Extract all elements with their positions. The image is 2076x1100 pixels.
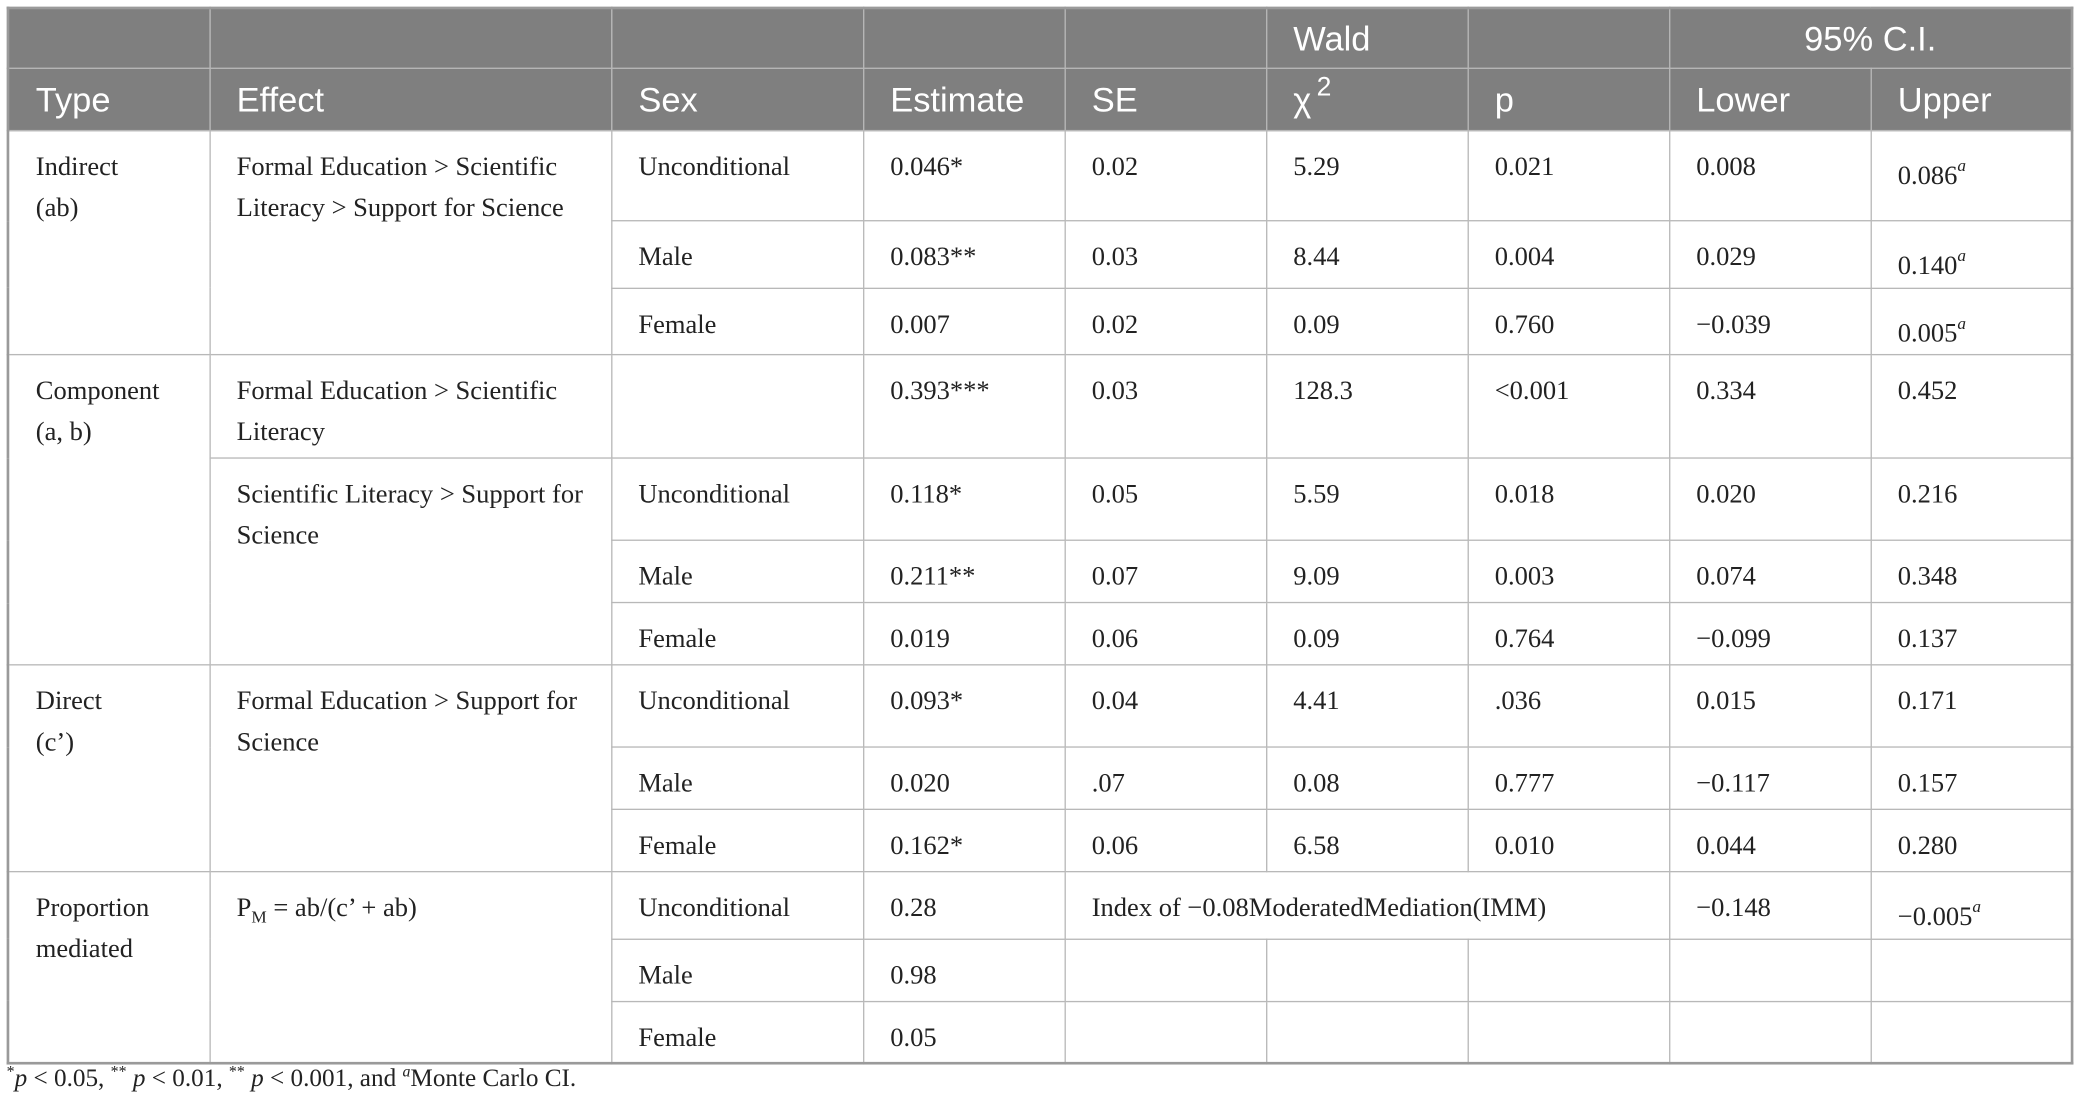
p-cell: 0.018 xyxy=(1468,458,1670,540)
se-cell: 0.05 xyxy=(1065,458,1267,540)
header-p: p xyxy=(1468,68,1670,130)
estimate-cell: 0.093* xyxy=(863,665,1065,747)
header-sex: Sex xyxy=(611,68,863,130)
upper-cell: 0.005$^a$ xyxy=(1871,288,2073,355)
sex-cell: Male xyxy=(611,747,863,809)
sex-cell: Male xyxy=(611,939,863,1001)
sex-cell: Male xyxy=(611,221,863,288)
estimate-cell: 0.211** xyxy=(863,541,1065,603)
lower-cell: 0.334 xyxy=(1669,355,1871,458)
monte-carlo-marker: a xyxy=(1957,155,1967,175)
header-effect: Effect xyxy=(209,68,611,130)
effect-cell-component-b: Scientific Literacy > Support for Science xyxy=(209,458,611,665)
se-cell: 0.07 xyxy=(1065,541,1267,603)
table-row xyxy=(8,458,2072,540)
header-ci: 95% C.I. xyxy=(1669,8,2072,68)
upper-cell: 0.216 xyxy=(1871,458,2073,540)
chi2-cell: 0.09 xyxy=(1266,603,1468,665)
lower-cell: −0.117 xyxy=(1669,747,1871,809)
table-row xyxy=(8,355,2072,458)
header-type: Type xyxy=(8,68,210,130)
effect-cell-component-a: Formal Education > Scientific Literacy xyxy=(209,355,611,458)
header-chi-square xyxy=(1266,68,1468,130)
estimate-cell: 0.98 xyxy=(863,939,1065,1001)
chi2-cell: 4.41 xyxy=(1266,665,1468,747)
se-cell: 0.02 xyxy=(1065,131,1267,221)
chi-superscript: 2 xyxy=(1316,72,1332,102)
lower-cell: 0.015 xyxy=(1669,665,1871,747)
sex-cell: Female xyxy=(611,603,863,665)
p-cell: 0.021 xyxy=(1468,131,1670,221)
upper-cell: 0.157 xyxy=(1871,747,2073,809)
se-cell: 0.03 xyxy=(1065,355,1267,458)
upper-cell: 0.137 xyxy=(1871,603,2073,665)
header-upper: Upper xyxy=(1871,68,2073,130)
monte-carlo-marker: a xyxy=(1957,312,1967,333)
chi2-cell: 5.59 xyxy=(1266,458,1468,540)
estimate-cell: 0.118* xyxy=(863,458,1065,540)
sex-cell: Unconditional xyxy=(611,458,863,540)
lower-cell: 0.044 xyxy=(1669,810,1871,872)
header-row-2 xyxy=(8,68,2072,130)
upper-cell: 0.086$^a$ xyxy=(1871,131,2073,221)
se-cell: .07 xyxy=(1065,747,1267,809)
chi2-cell: 9.09 xyxy=(1266,541,1468,603)
upper-cell: −0.005$^a$ xyxy=(1871,872,2073,939)
table-footnote: *p < 0.05, ** p < 0.01, ** p < 0.001, and $^a$Monte Carlo CI. xyxy=(6,1061,577,1093)
header-se: SE xyxy=(1065,68,1267,130)
p-cell: 0.010 xyxy=(1468,810,1670,872)
p-cell: 0.004 xyxy=(1468,221,1670,288)
table-row xyxy=(8,131,2072,221)
chi-symbol: χ xyxy=(1293,78,1312,119)
se-cell: 0.04 xyxy=(1065,665,1267,747)
estimate-cell: 0.28 xyxy=(863,872,1065,939)
chi2-cell: 6.58 xyxy=(1266,810,1468,872)
type-cell-component: Component (a, b) xyxy=(8,355,210,665)
lower-cell: 0.074 xyxy=(1669,541,1871,603)
lower-cell: 0.008 xyxy=(1669,131,1871,221)
p-cell: .036 xyxy=(1468,665,1670,747)
estimate-cell: 0.046* xyxy=(863,131,1065,221)
upper-cell: 0.348 xyxy=(1871,541,2073,603)
upper-cell: 0.280 xyxy=(1871,810,2073,872)
header-row-1 xyxy=(8,8,2072,68)
upper-cell: 0.452 xyxy=(1871,355,2073,458)
lower-cell: −0.039 xyxy=(1669,288,1871,355)
imm-cell: Index of −0.08ModeratedMediation(IMM) xyxy=(1065,872,1670,939)
upper-cell: 0.140$^a$ xyxy=(1871,221,2073,288)
estimate-cell: 0.007 xyxy=(863,288,1065,355)
type-cell-indirect: Indirect (ab) xyxy=(8,131,210,355)
header-wald: Wald xyxy=(1266,8,1468,68)
estimate-cell: 0.019 xyxy=(863,603,1065,665)
type-cell-direct: Direct (c’) xyxy=(8,665,210,872)
sex-cell: Unconditional xyxy=(611,131,863,221)
monte-carlo-marker: a xyxy=(1972,896,1981,917)
se-cell: 0.06 xyxy=(1065,810,1267,872)
type-cell-proportion: Proportion mediated xyxy=(8,872,210,1064)
header-lower: Lower xyxy=(1669,68,1871,130)
upper-cell: 0.171 xyxy=(1871,665,2073,747)
sex-cell: Unconditional xyxy=(611,872,863,939)
sex-cell: Female xyxy=(611,1002,863,1064)
p-cell: 0.760 xyxy=(1468,288,1670,355)
sex-cell: Unconditional xyxy=(611,665,863,747)
p-cell: 0.777 xyxy=(1468,747,1670,809)
chi2-cell: 5.29 xyxy=(1266,131,1468,221)
p-cell: 0.003 xyxy=(1468,541,1670,603)
lower-cell: 0.020 xyxy=(1669,458,1871,540)
se-cell: 0.06 xyxy=(1065,603,1267,665)
effect-cell-proportion: $P_M = ab/(c$’ + ab) xyxy=(209,872,611,1064)
chi2-cell: 128.3 xyxy=(1266,355,1468,458)
sex-cell: Female xyxy=(611,288,863,355)
sex-cell: Female xyxy=(611,810,863,872)
p-cell: <0.001 xyxy=(1468,355,1670,458)
lower-cell: 0.029 xyxy=(1669,221,1871,288)
table-row xyxy=(8,665,2072,747)
results-table xyxy=(7,7,2074,1066)
estimate-cell: 0.162* xyxy=(863,810,1065,872)
chi2-cell: 0.09 xyxy=(1266,288,1468,355)
lower-cell: −0.148 xyxy=(1669,872,1871,939)
effect-cell-indirect: Formal Education > Scientific Literacy > Support for Science xyxy=(209,131,611,355)
chi2-cell: 0.08 xyxy=(1266,747,1468,809)
lower-cell: −0.099 xyxy=(1669,603,1871,665)
estimate-cell: 0.05 xyxy=(863,1002,1065,1064)
monte-carlo-marker: a xyxy=(1957,245,1967,266)
sex-cell xyxy=(611,355,863,458)
se-cell: 0.03 xyxy=(1065,221,1267,288)
p-cell: 0.764 xyxy=(1468,603,1670,665)
chi2-cell: 8.44 xyxy=(1266,221,1468,288)
header-estimate: Estimate xyxy=(863,68,1065,130)
estimate-cell: 0.393*** xyxy=(863,355,1065,458)
se-cell: 0.02 xyxy=(1065,288,1267,355)
effect-cell-direct: Formal Education > Support for Science xyxy=(209,665,611,872)
sex-cell: Male xyxy=(611,541,863,603)
table-row xyxy=(8,872,2072,939)
estimate-cell: 0.083** xyxy=(863,221,1065,288)
estimate-cell: 0.020 xyxy=(863,747,1065,809)
